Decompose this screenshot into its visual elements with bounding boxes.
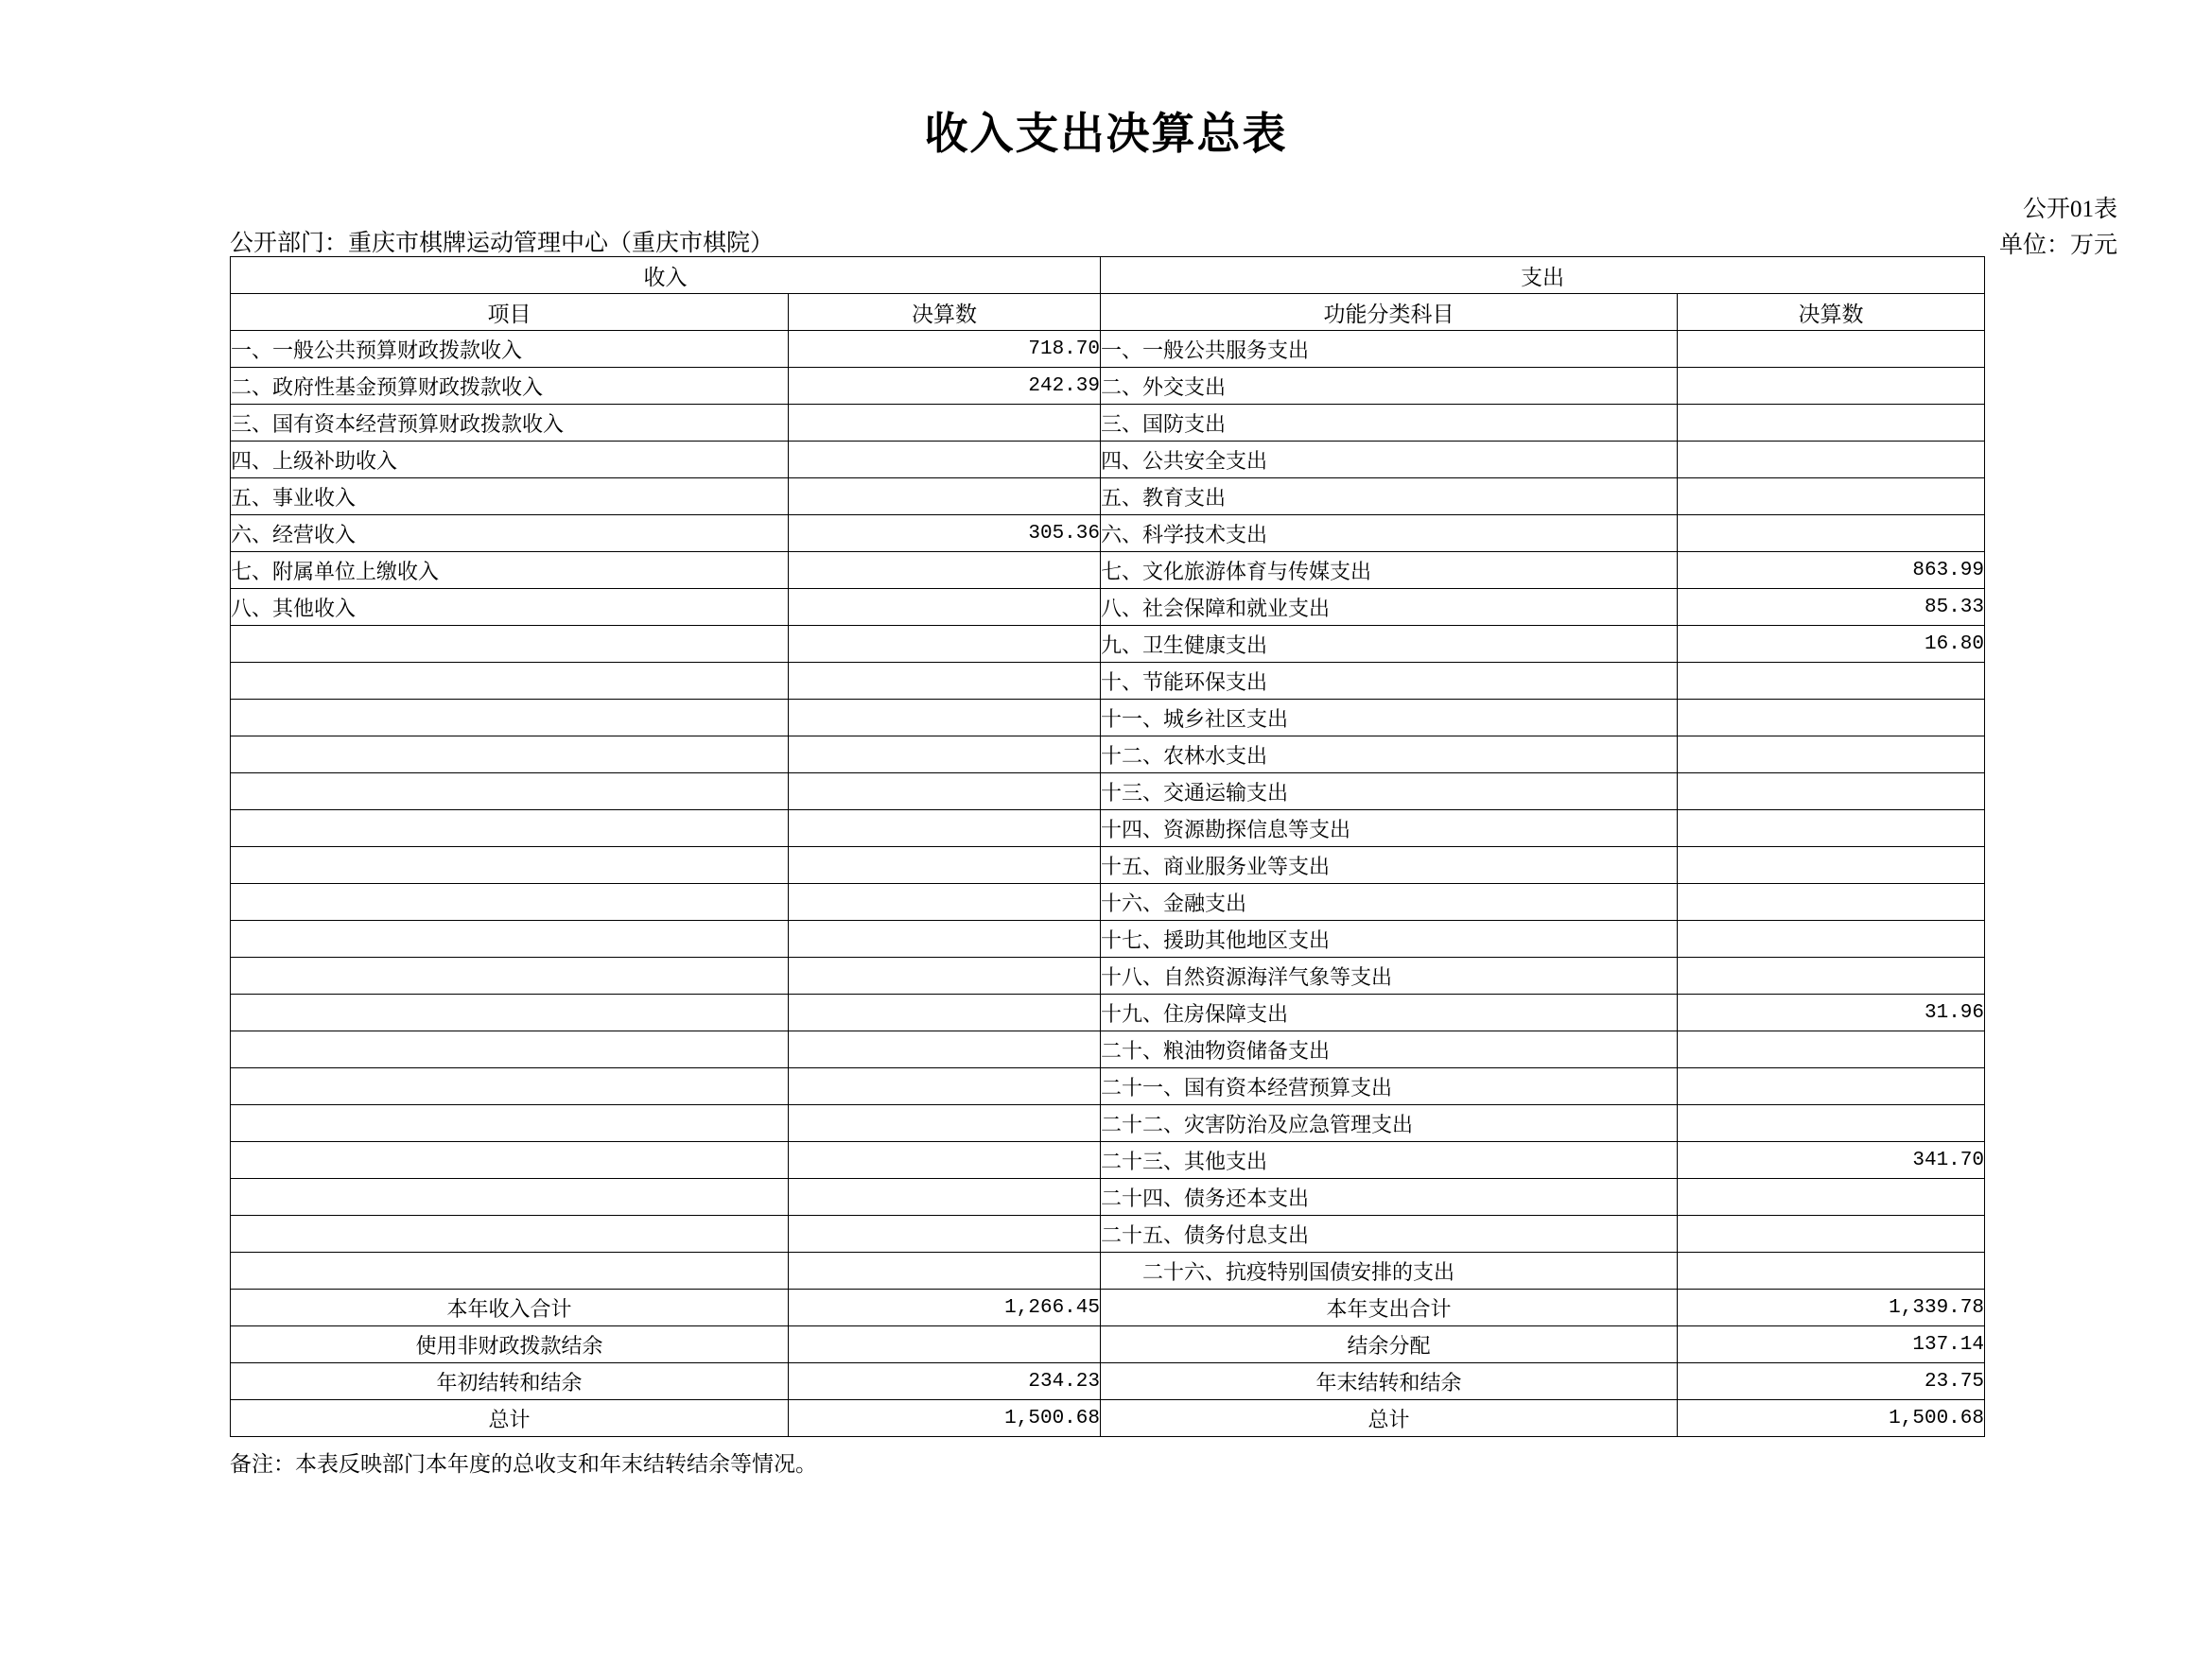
table-row (231, 1179, 1985, 1216)
income-item-amount (789, 1068, 1101, 1105)
expense-item-amount: 16.80 (1678, 626, 1985, 663)
expense-item-amount (1678, 1179, 1985, 1216)
income-item-label (231, 958, 789, 995)
expense-item-label: 十二、农林水支出 (1101, 736, 1678, 773)
income-summary-amount: 234.23 (789, 1363, 1101, 1400)
income-summary-label: 使用非财政拨款结余 (231, 1326, 789, 1363)
table-row (231, 995, 1985, 1031)
income-item-label (231, 995, 789, 1031)
expense-item-amount: 341.70 (1678, 1142, 1985, 1179)
expense-item-label: 四、公共安全支出 (1101, 442, 1678, 478)
expense-item-label: 二十三、其他支出 (1101, 1142, 1678, 1179)
income-item-amount (789, 773, 1101, 810)
expense-summary-label: 总计 (1101, 1400, 1678, 1437)
expense-item-label: 二、外交支出 (1101, 368, 1678, 405)
income-summary-amount: 1,266.45 (789, 1290, 1101, 1326)
table-row (231, 700, 1985, 736)
income-item-amount (789, 1216, 1101, 1253)
expense-item-amount (1678, 921, 1985, 958)
header-expense-item: 功能分类科目 (1101, 294, 1678, 331)
expense-item-label: 二十二、灾害防治及应急管理支出 (1101, 1105, 1678, 1142)
table-note: 备注：本表反映部门本年度的总收支和年末结转结余等情况。 (230, 1452, 817, 1476)
expense-item-label: 二十五、债务付息支出 (1101, 1216, 1678, 1253)
income-item-amount: 305.36 (789, 515, 1101, 552)
table-row (231, 442, 1985, 478)
income-item-label (231, 1068, 789, 1105)
table-row (231, 1216, 1985, 1253)
income-item-label (231, 1031, 789, 1068)
income-summary-label: 本年收入合计 (231, 1290, 789, 1326)
income-item-amount: 242.39 (789, 368, 1101, 405)
income-item-amount (789, 921, 1101, 958)
table-row (231, 958, 1985, 995)
table-row (231, 589, 1985, 626)
income-item-label (231, 1179, 789, 1216)
income-item-amount (789, 589, 1101, 626)
table-row (231, 1105, 1985, 1142)
income-item-label (231, 1216, 789, 1253)
income-item-label: 七、附属单位上缴收入 (231, 552, 789, 589)
header-expense-group: 支出 (1101, 257, 1985, 294)
expense-item-label: 十、节能环保支出 (1101, 663, 1678, 700)
table-row (231, 1253, 1985, 1290)
expense-item-label: 五、教育支出 (1101, 478, 1678, 515)
income-summary-label: 总计 (231, 1400, 789, 1437)
table-row (231, 773, 1985, 810)
income-item-amount (789, 478, 1101, 515)
income-item-label: 八、其他收入 (231, 589, 789, 626)
document-meta (0, 190, 2212, 256)
income-summary-amount (789, 1326, 1101, 1363)
expense-item-amount (1678, 1031, 1985, 1068)
income-item-amount (789, 442, 1101, 478)
income-item-label (231, 773, 789, 810)
header-income-amount: 决算数 (789, 294, 1101, 331)
budget-table (230, 256, 1985, 1437)
expense-summary-label: 结余分配 (1101, 1326, 1678, 1363)
expense-summary-amount: 137.14 (1678, 1326, 1985, 1363)
table-summary-row (231, 1400, 1985, 1437)
table-body (231, 331, 1985, 1437)
table-row (231, 921, 1985, 958)
expense-item-label: 二十、粮油物资储备支出 (1101, 1031, 1678, 1068)
expense-item-amount: 863.99 (1678, 552, 1985, 589)
expense-summary-amount: 23.75 (1678, 1363, 1985, 1400)
expense-item-label: 十八、自然资源海洋气象等支出 (1101, 958, 1678, 995)
department-line: 公开部门：重庆市棋牌运动管理中心（重庆市棋院） (230, 231, 775, 256)
income-item-amount (789, 1253, 1101, 1290)
expense-item-amount (1678, 442, 1985, 478)
income-item-label (231, 921, 789, 958)
table-row (231, 368, 1985, 405)
expense-item-amount (1678, 515, 1985, 552)
income-item-label (231, 663, 789, 700)
income-item-label (231, 700, 789, 736)
income-item-amount (789, 552, 1101, 589)
income-item-label: 三、国有资本经营预算财政拨款收入 (231, 405, 789, 442)
table-row (231, 663, 1985, 700)
expense-item-amount (1678, 1105, 1985, 1142)
income-item-amount (789, 663, 1101, 700)
unit-label: 单位：万元 (1998, 233, 2117, 258)
income-item-amount (789, 1142, 1101, 1179)
expense-item-label: 十一、城乡社区支出 (1101, 700, 1678, 736)
expense-item-label: 十五、商业服务业等支出 (1101, 847, 1678, 884)
expense-summary-label: 本年支出合计 (1101, 1290, 1678, 1326)
income-item-label (231, 1253, 789, 1290)
expense-item-amount (1678, 478, 1985, 515)
expense-item-label: 二十一、国有资本经营预算支出 (1101, 1068, 1678, 1105)
income-item-amount (789, 847, 1101, 884)
document-page (0, 99, 2212, 1663)
expense-item-amount (1678, 884, 1985, 921)
expense-item-amount (1678, 773, 1985, 810)
table-row (231, 1031, 1985, 1068)
expense-item-amount: 85.33 (1678, 589, 1985, 626)
page-title: 收入支出决算总表 (924, 109, 1288, 158)
expense-item-amount (1678, 1216, 1985, 1253)
table-row (231, 1068, 1985, 1105)
expense-item-amount (1678, 1253, 1985, 1290)
expense-item-label: 二十四、债务还本支出 (1101, 1179, 1678, 1216)
expense-item-amount (1678, 331, 1985, 368)
table-row (231, 810, 1985, 847)
expense-item-amount (1678, 663, 1985, 700)
expense-item-label: 十四、资源勘探信息等支出 (1101, 810, 1678, 847)
income-item-amount (789, 1031, 1101, 1068)
income-item-label (231, 1105, 789, 1142)
income-item-label (231, 626, 789, 663)
income-item-amount (789, 884, 1101, 921)
income-summary-amount: 1,500.68 (789, 1400, 1101, 1437)
table-row (231, 552, 1985, 589)
expense-item-label: 八、社会保障和就业支出 (1101, 589, 1678, 626)
expense-item-amount (1678, 405, 1985, 442)
income-item-amount (789, 958, 1101, 995)
expense-item-amount (1678, 368, 1985, 405)
income-item-amount (789, 700, 1101, 736)
expense-item-label: 十七、援助其他地区支出 (1101, 921, 1678, 958)
income-item-amount (789, 1105, 1101, 1142)
table-group-header-row (231, 257, 1985, 294)
income-item-label (231, 810, 789, 847)
table-row (231, 515, 1985, 552)
expense-item-amount (1678, 736, 1985, 773)
form-number: 公开01表 (2022, 197, 2117, 222)
income-item-amount (789, 405, 1101, 442)
income-item-label (231, 884, 789, 921)
header-expense-amount: 决算数 (1678, 294, 1985, 331)
income-item-amount (789, 736, 1101, 773)
income-item-label (231, 847, 789, 884)
expense-item-label: 一、一般公共服务支出 (1101, 331, 1678, 368)
table-row (231, 884, 1985, 921)
expense-item-label: 二十六、抗疫特别国债安排的支出 (1101, 1253, 1678, 1290)
expense-summary-label: 年末结转和结余 (1101, 1363, 1678, 1400)
table-row (231, 405, 1985, 442)
expense-item-amount (1678, 958, 1985, 995)
income-item-label (231, 1142, 789, 1179)
expense-item-label: 十六、金融支出 (1101, 884, 1678, 921)
table-summary-row (231, 1363, 1985, 1400)
expense-item-amount: 31.96 (1678, 995, 1985, 1031)
income-item-amount: 718.70 (789, 331, 1101, 368)
income-item-label: 六、经营收入 (231, 515, 789, 552)
income-item-amount (789, 1179, 1101, 1216)
table-row (231, 626, 1985, 663)
header-income-group: 收入 (231, 257, 1101, 294)
expense-item-label: 七、文化旅游体育与传媒支出 (1101, 552, 1678, 589)
expense-item-amount (1678, 700, 1985, 736)
expense-item-amount (1678, 810, 1985, 847)
table-row (231, 478, 1985, 515)
income-summary-label: 年初结转和结余 (231, 1363, 789, 1400)
income-item-amount (789, 626, 1101, 663)
expense-summary-amount: 1,500.68 (1678, 1400, 1985, 1437)
table-column-header-row (231, 294, 1985, 331)
table-summary-row (231, 1290, 1985, 1326)
table-row (231, 1142, 1985, 1179)
expense-item-label: 十三、交通运输支出 (1101, 773, 1678, 810)
table-head (231, 257, 1985, 331)
income-item-label (231, 736, 789, 773)
expense-item-label: 六、科学技术支出 (1101, 515, 1678, 552)
expense-item-label: 九、卫生健康支出 (1101, 626, 1678, 663)
income-item-label: 一、一般公共预算财政拨款收入 (231, 331, 789, 368)
expense-summary-amount: 1,339.78 (1678, 1290, 1985, 1326)
income-item-amount (789, 995, 1101, 1031)
table-row (231, 847, 1985, 884)
expense-item-amount (1678, 847, 1985, 884)
expense-item-amount (1678, 1068, 1985, 1105)
income-item-label: 四、上级补助收入 (231, 442, 789, 478)
expense-item-label: 三、国防支出 (1101, 405, 1678, 442)
income-item-amount (789, 810, 1101, 847)
income-item-label: 五、事业收入 (231, 478, 789, 515)
table-row (231, 331, 1985, 368)
income-item-label: 二、政府性基金预算财政拨款收入 (231, 368, 789, 405)
table-row (231, 736, 1985, 773)
expense-item-label: 十九、住房保障支出 (1101, 995, 1678, 1031)
table-summary-row (231, 1326, 1985, 1363)
header-income-item: 项目 (231, 294, 789, 331)
